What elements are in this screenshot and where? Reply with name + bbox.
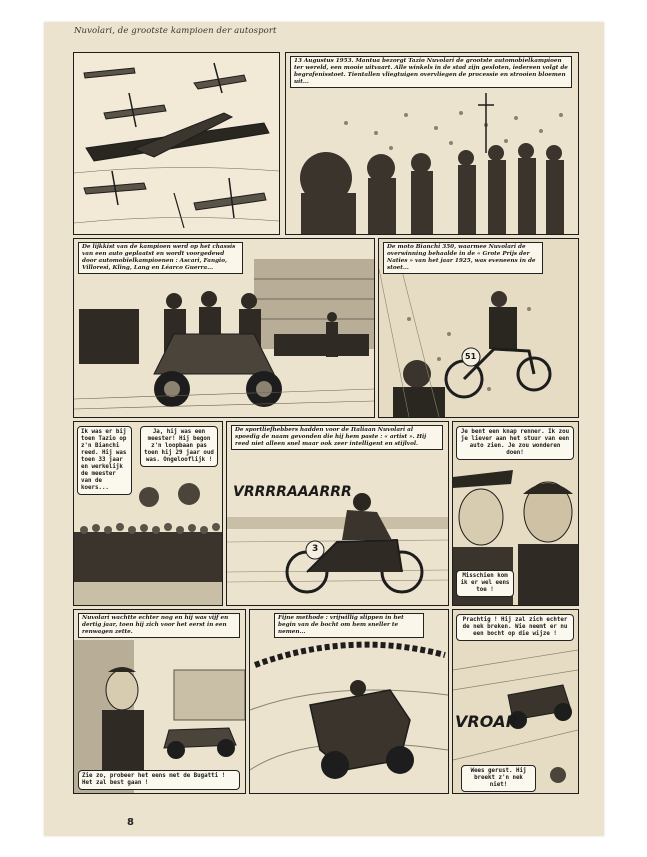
track-speech-bottom: Wees gerust. Hij breekt z'n nek niet!	[461, 765, 536, 792]
panel-garage-bugatti	[73, 609, 246, 794]
bike-number-3: 3	[312, 544, 319, 554]
comic-page	[44, 22, 604, 836]
car-sound-effect: VROAR	[455, 712, 519, 731]
panel-airplanes	[73, 52, 280, 235]
panel-conversation	[452, 421, 579, 606]
panel-coffin-procession	[73, 238, 375, 418]
engine-sound-effect: VRRRRAAARRR	[233, 484, 352, 500]
garage-speech: Zie zo, probeer het eens met de Bugatti ! Het zal best gaan !	[78, 770, 240, 790]
spectator-speech-left: Ik was er bij toen Tazio op z'n Bianchi reed. Hij was toen 33 jaar en werkelijk de meester van de koers...	[77, 426, 132, 495]
panel-spectators	[73, 421, 223, 606]
bike-number-51: 51	[465, 352, 477, 361]
conversation-speech-top: Je bent een knap renner. Ik zou je liever aan het stuur van een auto zien. Je zou wonderen doen!	[456, 426, 574, 460]
page-number: 8	[127, 817, 134, 828]
panel-3-caption: De lijkkist van de kampioen werd op het chassis van een auto geplaatst en wordt voorgedewd door automobielkampioenen : Ascari, Fangio, Villoresi, Kling, Lang en Léarco Guerra...	[78, 242, 243, 274]
panel-bianchi-motorcycle	[378, 238, 579, 418]
track-speech-top: Prachtig ! Hij zal zich echter de nek breken. Wie neemt er nu een bocht op die wijze !	[456, 614, 574, 641]
spectator-speech-right: Ja, hij was een meester! Hij begon z'n loopbaan pas toen hij 29 jaar oud was. Ongelooflijk !	[140, 426, 218, 467]
panel-4-caption: De moto Bianchi 350, waarmee Nuvolari de overwinning behaalde in de « Grote Prijs der Naties » van het jaar 1925, was eveneens in de stoet...	[383, 242, 543, 274]
panel-race-track	[452, 609, 579, 794]
panel-9-caption: Fijne methode : vrijwillig slippen in het begin van de bocht om hem sneller te nemen...	[274, 613, 424, 638]
panel-funeral-crowd	[285, 52, 579, 235]
panel-race-car-drift	[249, 609, 449, 794]
panel-8-caption: Nuvolari wachtte echter nog en hij was vijf en dertig jaar, toen hij zich voor het eerst in een renwagen zette.	[78, 613, 240, 638]
panel-6-caption: De sportliefhebbers hadden voor de Italiaan Nuvolari al spoedig de naam gevonden die hij hem paste : « artist ». Hij reed niet alleen snel maar ook zeer intelligent en stijlvol.	[231, 425, 443, 450]
panel-racing-motorcycle	[226, 421, 449, 606]
airplanes-illustration	[74, 53, 279, 234]
conversation-speech-bottom: Misschien kom ik er wel eens toe !	[456, 570, 514, 597]
panel-2-caption: 13 Augustus 1953. Mantua bezorgt Tazio Nuvolari de grootste automobielkampioen ter wereld, een mooie uitvaart. Alle winkels in de stad zijn gesloten, iedereen volgt de begrafenisstoet. Tientallen vliegtuigen overvliegen de processie en strooien bloemen uit...	[290, 56, 572, 88]
running-title: Nuvolari, de grootste kampioen der autosport	[74, 26, 277, 36]
